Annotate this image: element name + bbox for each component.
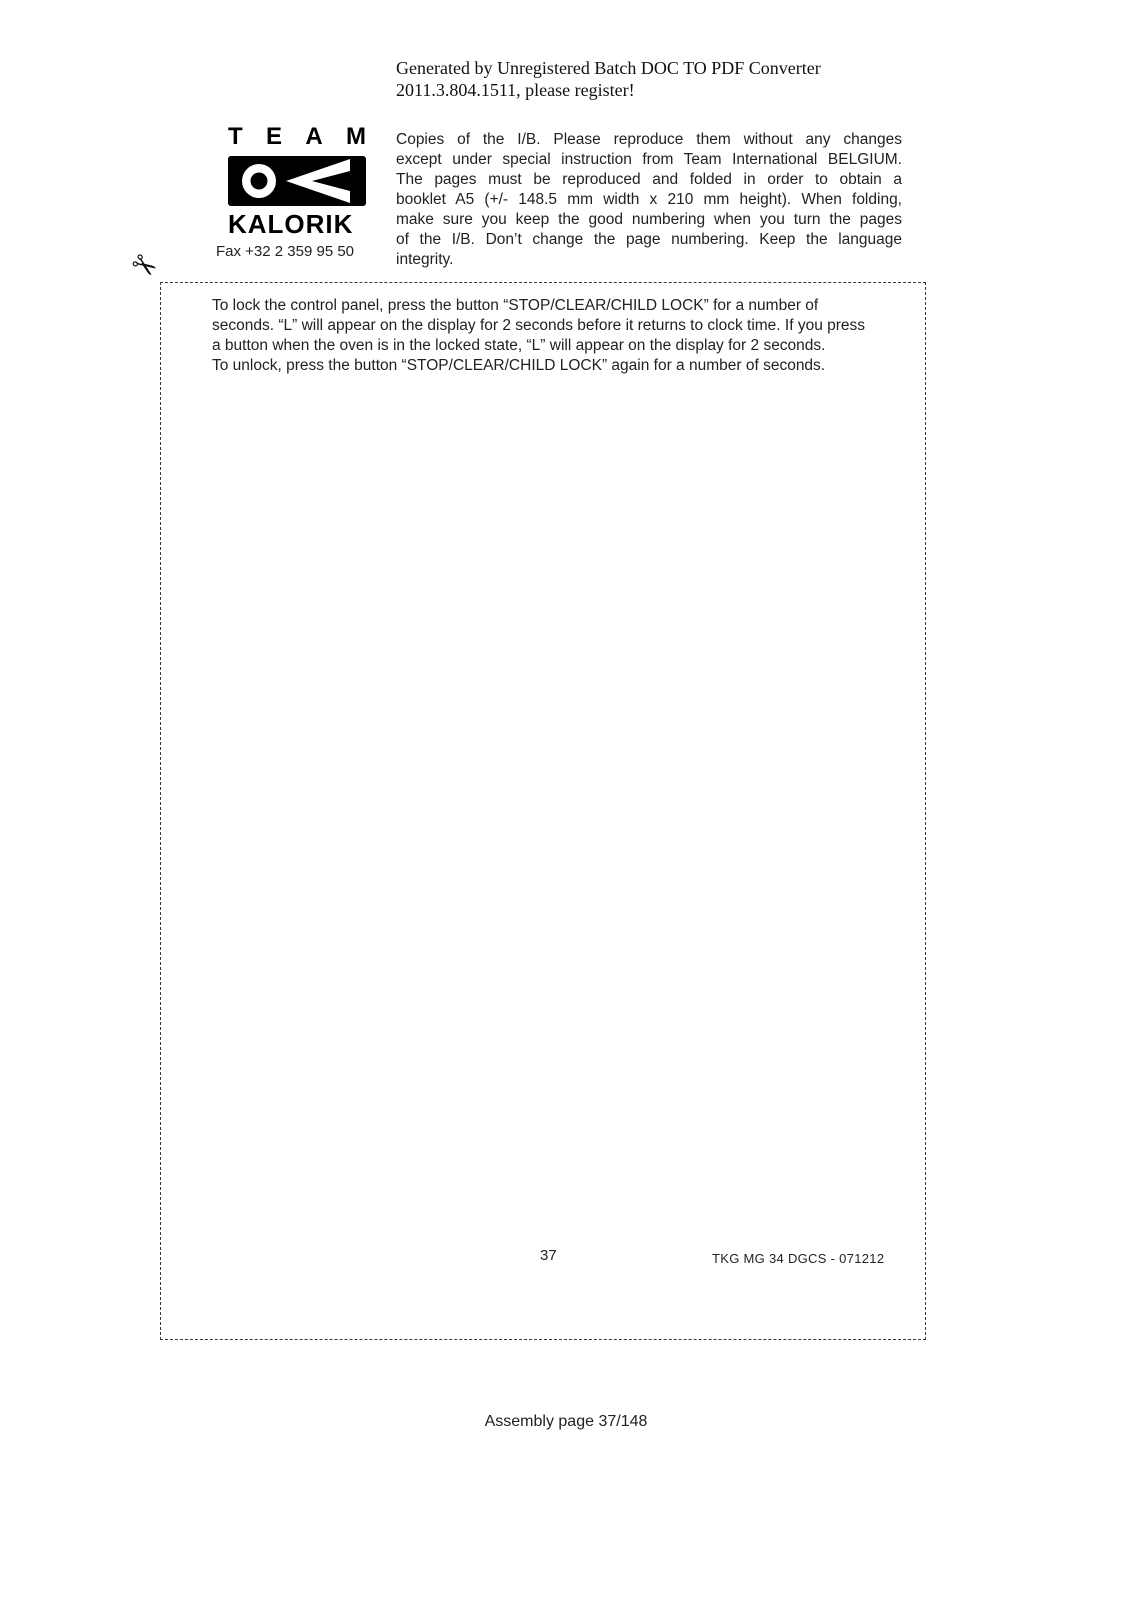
logo-letter: M [345,123,366,150]
page-number: 37 [540,1247,557,1264]
converter-notice [396,57,821,101]
intro-line: The pages must be reproduced and folded in order to obtain a [396,171,902,188]
booklet-page-border [160,282,926,1340]
intro-line: Copies of the I/B. Please reproduce them without any changes [396,131,902,148]
scissors-icon: ✂ [124,245,164,288]
intro-line: make sure you keep the good numbering when you turn the pages [396,211,902,228]
fax-number: Fax +32 2 359 95 50 [216,243,355,260]
intro-line: integrity. [396,251,454,268]
child-lock-line: seconds. “L” will appear on the display for 2 seconds before it returns to clock time. If you press [212,317,866,334]
intro-line: except under special instruction from Team International BELGIUM. [396,151,902,168]
converter-notice-line2: 2011.3.804.1511, please register! [396,80,635,100]
child-lock-line: To unlock, press the button “STOP/CLEAR/CHILD LOCK” again for a number of seconds. [212,357,826,374]
child-lock-line: a button when the oven is in the locked state, “L” will appear on the display for 2 seconds. [212,337,826,354]
kalorik-logo-icon [228,156,366,206]
logo-letter: T [228,123,243,150]
child-lock-instructions [212,296,912,376]
kalorik-logo [228,123,366,240]
logo-letter: E [265,123,282,150]
document-code: TKG MG 34 DGCS - 071212 [712,1251,885,1266]
reproduction-instructions [396,130,902,270]
intro-line: of the I/B. Don’t change the page numbering. Keep the language [396,231,902,248]
logo-letter: A [305,123,323,150]
intro-line: booklet A5 (+/- 148.5 mm width x 210 mm height). When folding, [396,191,902,208]
logo-team-text [228,123,366,151]
logo-brand-text: KALORIK [228,209,354,239]
assembly-page-footer: Assembly page 37/148 [484,1413,648,1430]
converter-notice-line1: Generated by Unregistered Batch DOC TO PDF Converter [396,58,821,78]
child-lock-line: To lock the control panel, press the button “STOP/CLEAR/CHILD LOCK” for a number of [212,297,819,314]
